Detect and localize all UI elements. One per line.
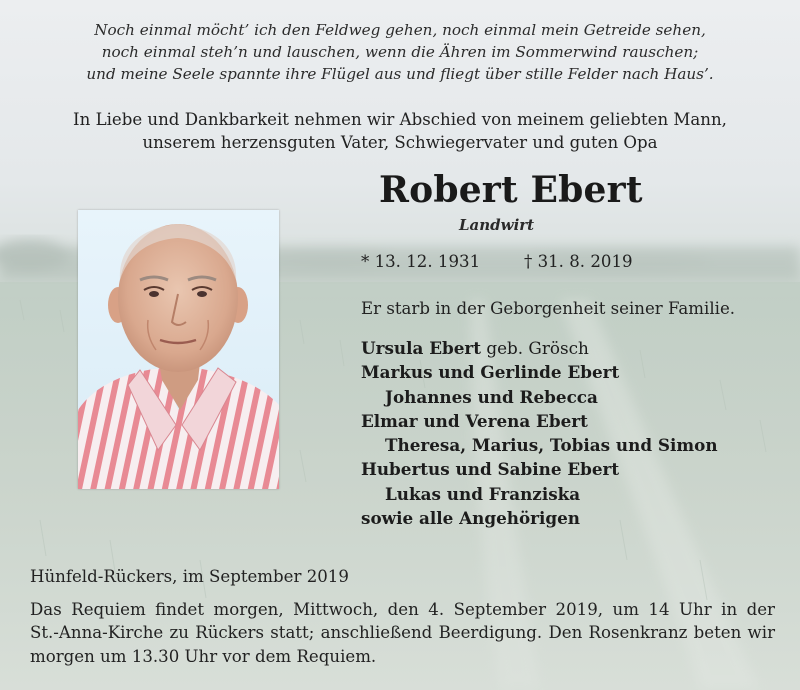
poem-line: Noch einmal möcht’ ich den Feldweg gehen, noch einmal mein Getreide sehen,	[94, 21, 706, 39]
requiem-line: Das Requiem findet morgen, Mittwoch, den 4. September 2019, um 14 Uhr in der	[30, 600, 775, 619]
requiem-line: morgen um 13.30 Uhr vor dem Requiem.	[30, 646, 377, 666]
mourners-list	[361, 336, 718, 530]
intro-line: unserem herzensguten Vater, Schwiegervater und guten Opa	[142, 133, 658, 152]
mourner-suffix: geb. Grösch	[481, 338, 589, 358]
mourner-row: sowie alle Angehörigen	[361, 508, 580, 529]
mourner-row: Johannes und Rebecca	[385, 386, 598, 407]
requiem-notice	[30, 598, 775, 668]
requiem-line: St.-Anna-Kirche zu Rückers statt; anschließend Beerdigung. Den Rosenkranz beten wir	[30, 623, 775, 643]
mourner-row: Hubertus und Sabine Ebert	[361, 459, 620, 480]
intro-text	[40, 108, 760, 154]
poem	[40, 19, 760, 85]
place-date: Hünfeld-Rückers, im September 2019	[30, 567, 349, 586]
mourner-row	[361, 336, 718, 360]
birth-date: * 13. 12. 1931	[361, 252, 481, 271]
mourner-row: Markus und Gerlinde Ebert	[361, 362, 620, 383]
mourner-name: Ursula Ebert	[361, 338, 482, 358]
died-statement: Er starb in der Geborgenheit seiner Familie.	[361, 299, 736, 318]
mourner-row: Elmar und Verena Ebert	[361, 410, 588, 431]
intro-line: In Liebe und Dankbarkeit nehmen wir Abschied von meinem geliebten Mann,	[73, 110, 727, 129]
deceased-name: Robert Ebert	[379, 169, 643, 211]
mourner-row: Lukas und Franziska	[385, 483, 581, 504]
poem-line: und meine Seele spannte ihre Flügel aus und fliegt über stille Felder nach Haus’.	[86, 65, 714, 83]
poem-line: noch einmal steh’n und lauschen, wenn die Ähren im Sommerwind rauschen;	[101, 43, 699, 61]
death-date: † 31. 8. 2019	[524, 252, 633, 271]
deceased-occupation: Landwirt	[459, 216, 535, 234]
mourner-row: Theresa, Marius, Tobias und Simon	[385, 435, 718, 456]
